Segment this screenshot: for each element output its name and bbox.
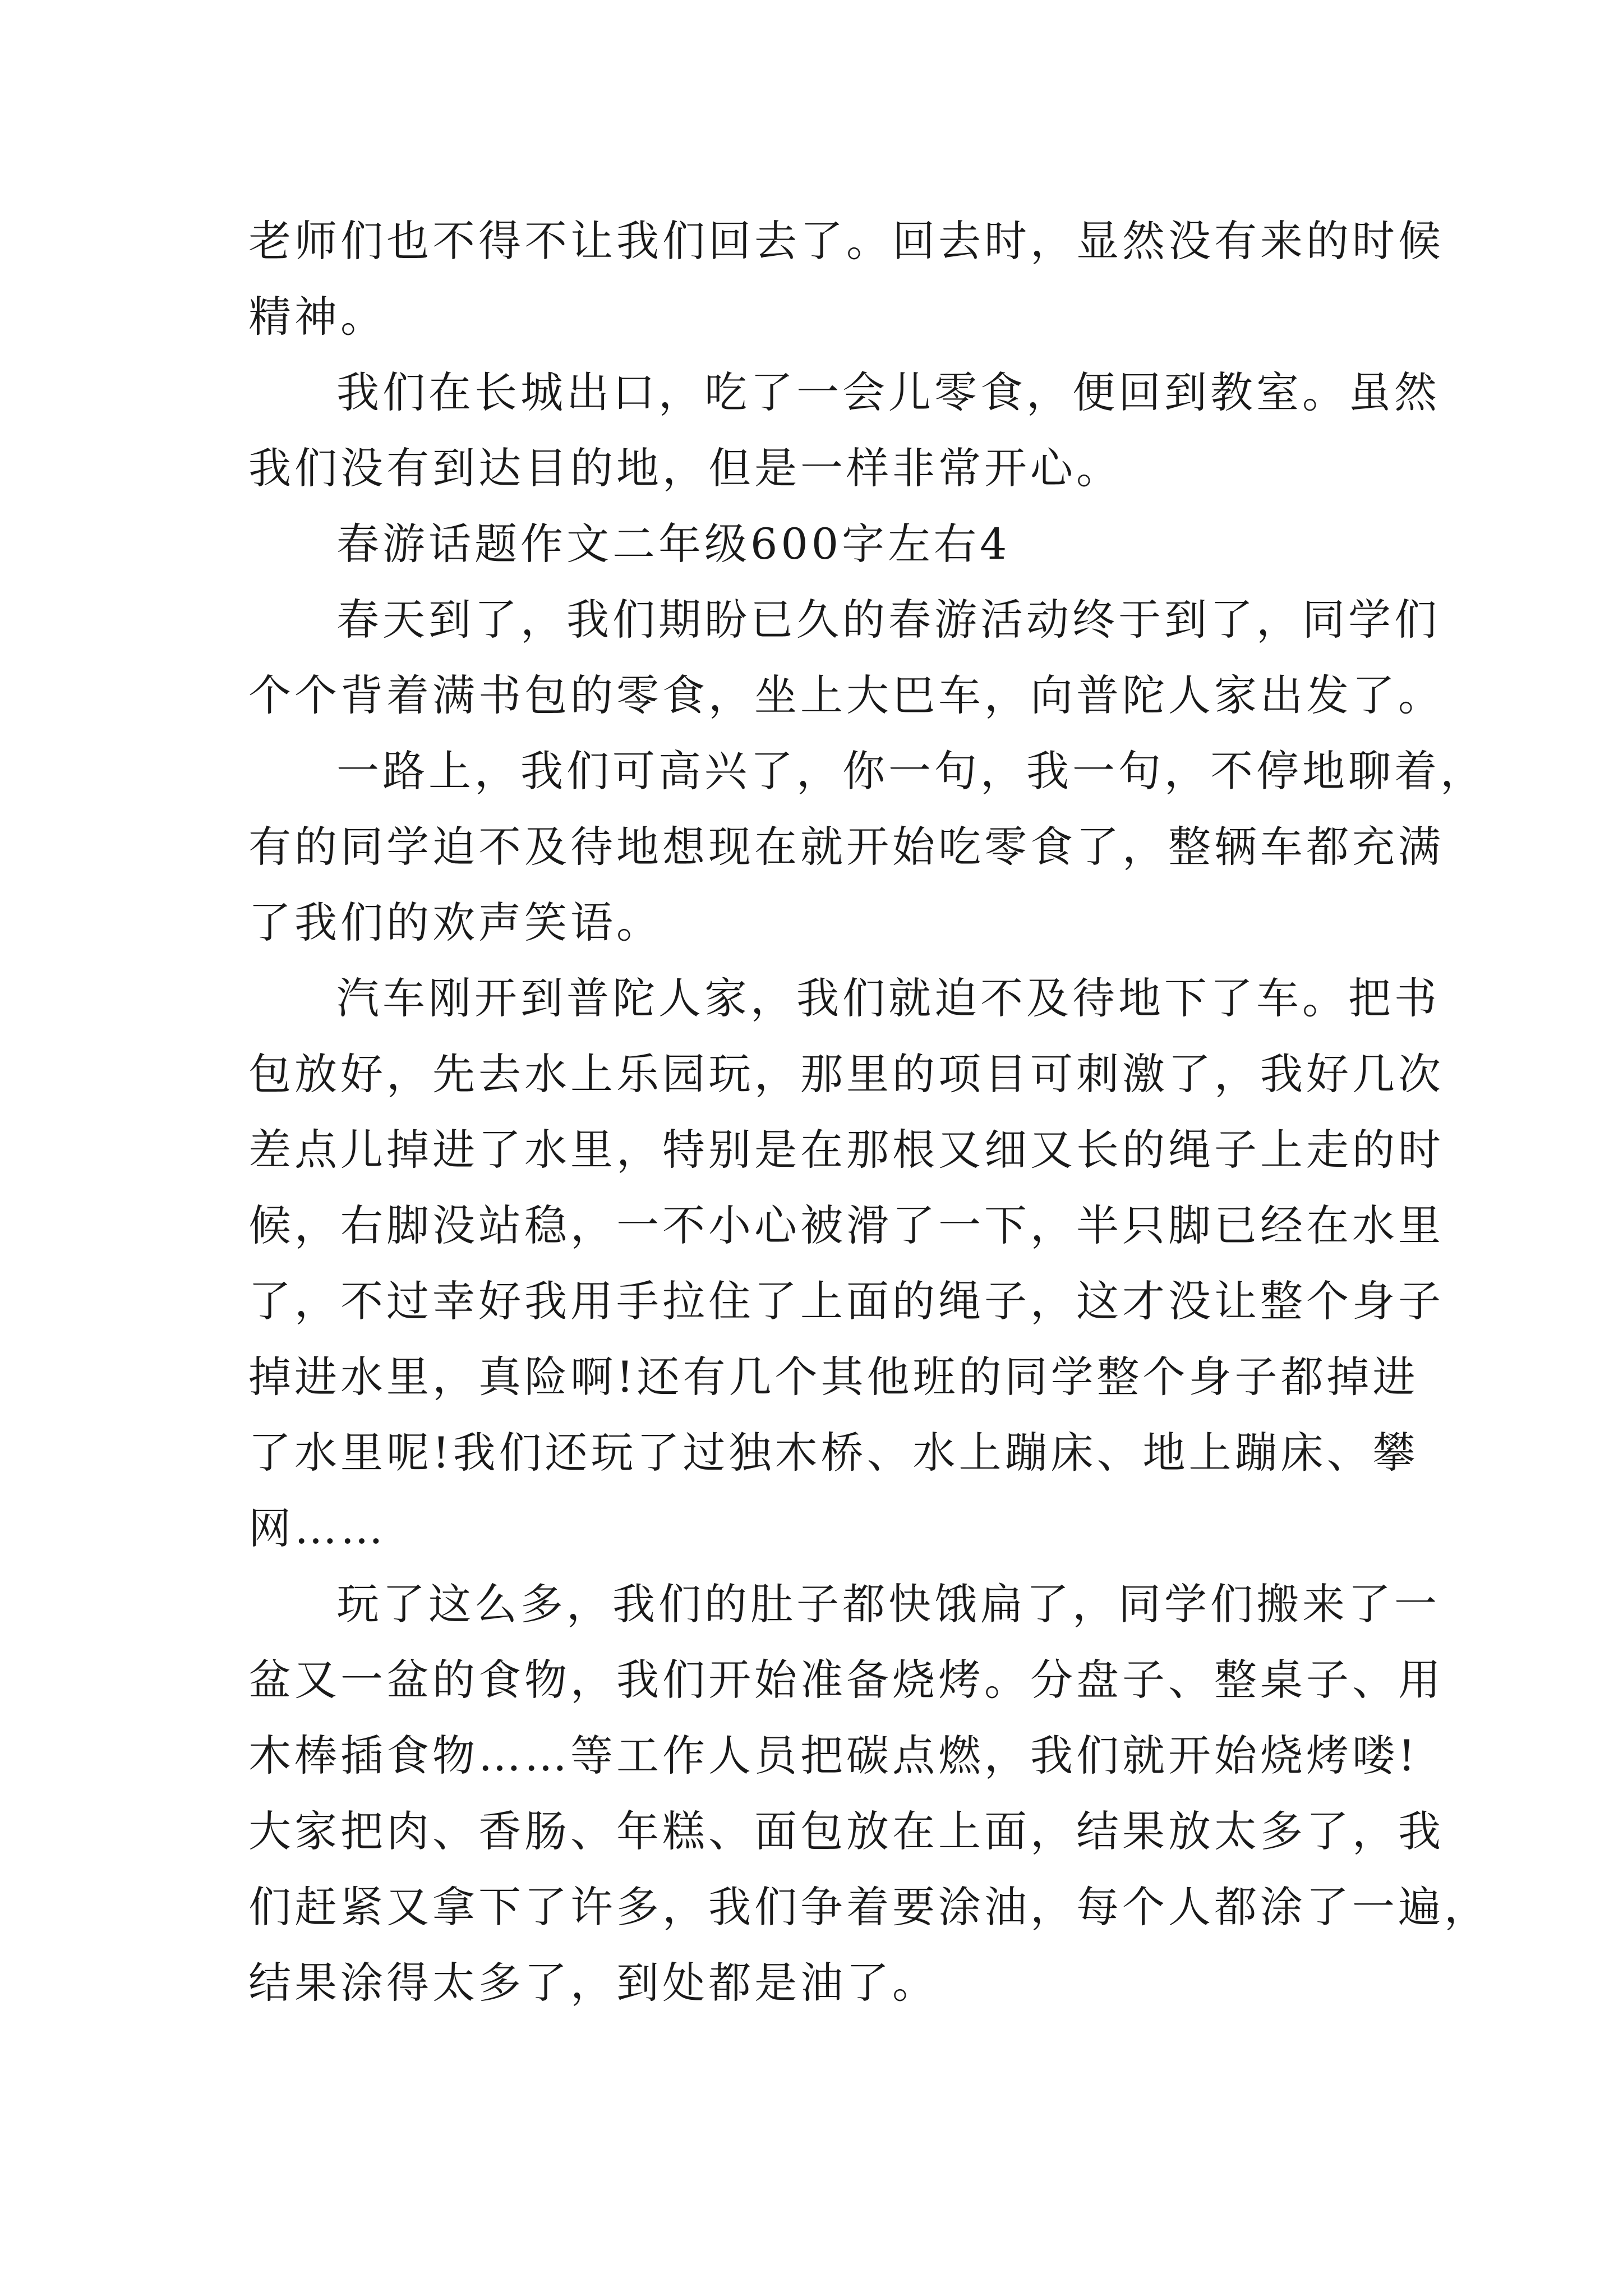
text-line: 精神。	[248, 292, 386, 342]
text-line: 一路上，我们可高兴了，你一句，我一句，不停地聊着，	[336, 746, 1486, 796]
text-line: 们赶紧又拿下了许多，我们争着要涂油，每个人都涂了一遍，	[248, 1882, 1490, 1932]
text-line: 盆又一盆的食物，我们开始准备烧烤。分盘子、整桌子、用	[248, 1655, 1444, 1705]
text-line: 汽车刚开到普陀人家，我们就迫不及待地下了车。把书	[336, 973, 1440, 1023]
text-line: 了我们的欢声笑语。	[248, 898, 662, 947]
text-line: 了水里呢!我们还玩了过独木桥、水上蹦床、地上蹦床、攀	[248, 1428, 1419, 1478]
text-line: 木棒插食物……等工作人员把碳点燃，我们就开始烧烤喽!	[248, 1731, 1419, 1780]
text-line: 候，右脚没站稳，一不小心被滑了一下，半只脚已经在水里	[248, 1200, 1444, 1250]
text-line: 春天到了，我们期盼已久的春游活动终于到了，同学们	[336, 595, 1440, 645]
text-line: 个个背着满书包的零食，坐上大巴车，向普陀人家出发了。	[248, 670, 1444, 720]
text-line: 掉进水里，真险啊!还有几个其他班的同学整个身子都掉进	[248, 1352, 1419, 1402]
text-line: 我们在长城出口，吃了一会儿零食，便回到教室。虽然	[336, 367, 1440, 417]
text-line: 老师们也不得不让我们回去了。回去时，显然没有来的时候	[248, 216, 1444, 266]
text-line: 结果涂得太多了，到处都是油了。	[248, 1958, 938, 2008]
text-line: 大家把肉、香肠、年糕、面包放在上面，结果放太多了，我	[248, 1806, 1444, 1856]
text-line: 包放好，先去水上乐园玩，那里的项目可刺激了，我好几次	[248, 1049, 1444, 1099]
section-heading: 春游话题作文二年级600字左右4	[336, 519, 1011, 569]
text-line: 玩了这么多，我们的肚子都快饿扁了，同学们搬来了一	[336, 1579, 1440, 1629]
text-line: 网……	[248, 1503, 386, 1553]
text-line: 差点儿掉进了水里，特别是在那根又细又长的绳子上走的时	[248, 1125, 1444, 1175]
text-line: 有的同学迫不及待地想现在就开始吃零食了，整辆车都充满	[248, 822, 1444, 872]
text-line: 了，不过幸好我用手拉住了上面的绳子，这才没让整个身子	[248, 1276, 1444, 1326]
text-line: 我们没有到达目的地，但是一样非常开心。	[248, 443, 1122, 493]
